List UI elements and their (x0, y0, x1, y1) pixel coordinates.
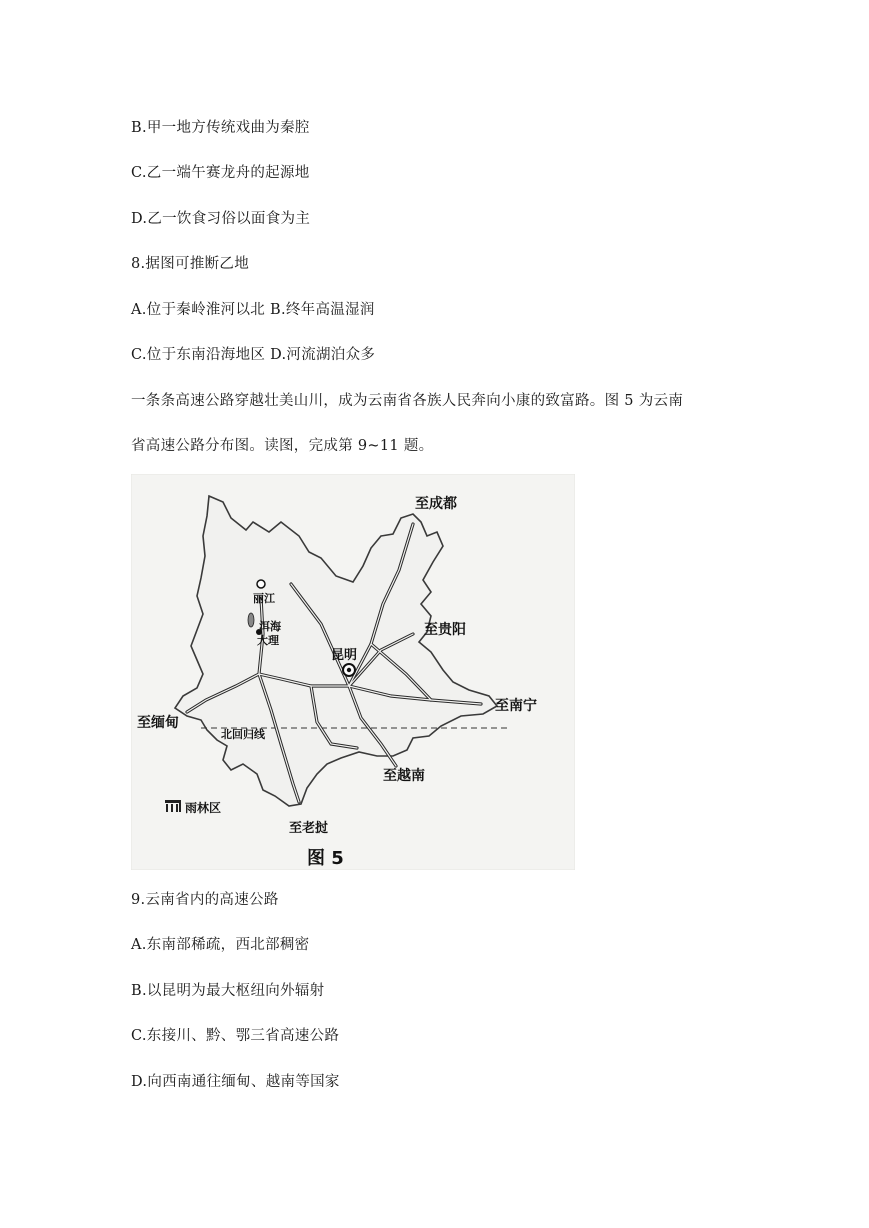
q8-stem: 8.据图可推断乙地 (131, 256, 250, 272)
intro-line-2: 省高速公路分布图。读图，完成第 9~11 题。 (131, 438, 434, 454)
q9-option-c: C.东接川、黔、鄂三省高速公路 (131, 1028, 340, 1044)
q8-options-cd: C.位于东南沿海地区 D.河流湖泊众多 (131, 347, 376, 363)
label-laos: 至老挝 (289, 821, 329, 836)
q9-option-a: A.东南部稀疏，西北部稠密 (131, 937, 310, 953)
label-dali: 大理 (257, 634, 279, 647)
q7-option-b: B.甲一地方传统戏曲为秦腔 (131, 120, 310, 136)
lijiang-marker (257, 580, 265, 588)
q9-option-d: D.向西南通往缅甸、越南等国家 (131, 1074, 340, 1090)
intro-line-1: 一条条高速公路穿越壮美山川，成为云南省各族人民奔向小康的致富路。图 5 为云南 (131, 393, 684, 409)
label-vietnam: 至越南 (383, 768, 425, 784)
q7-option-c: C.乙一端午赛龙舟的起源地 (131, 165, 310, 181)
label-chengdu: 至成都 (415, 496, 457, 512)
q9-option-b: B.以昆明为最大枢纽向外辐射 (131, 983, 325, 999)
label-erhai: 洱海 (259, 620, 281, 633)
label-kunming: 昆明 (331, 648, 358, 663)
label-tropic: 北回归线 (221, 728, 265, 741)
label-lijiang: 丽江 (253, 592, 275, 605)
erhai-lake (248, 613, 254, 627)
q7-option-d: D.乙一饮食习俗以面食为主 (131, 211, 311, 227)
figure-5-map (131, 474, 575, 870)
label-guiyang: 至贵阳 (424, 622, 466, 638)
label-myanmar: 至缅甸 (137, 715, 179, 731)
label-nanning: 至南宁 (495, 698, 537, 714)
label-rainforest: 雨林区 (185, 801, 222, 815)
q8-options-ab: A.位于秦岭淮河以北 B.终年高温湿润 (131, 302, 375, 318)
figure-caption: 图 5 (307, 848, 344, 869)
q9-stem: 9.云南省内的高速公路 (131, 892, 279, 908)
